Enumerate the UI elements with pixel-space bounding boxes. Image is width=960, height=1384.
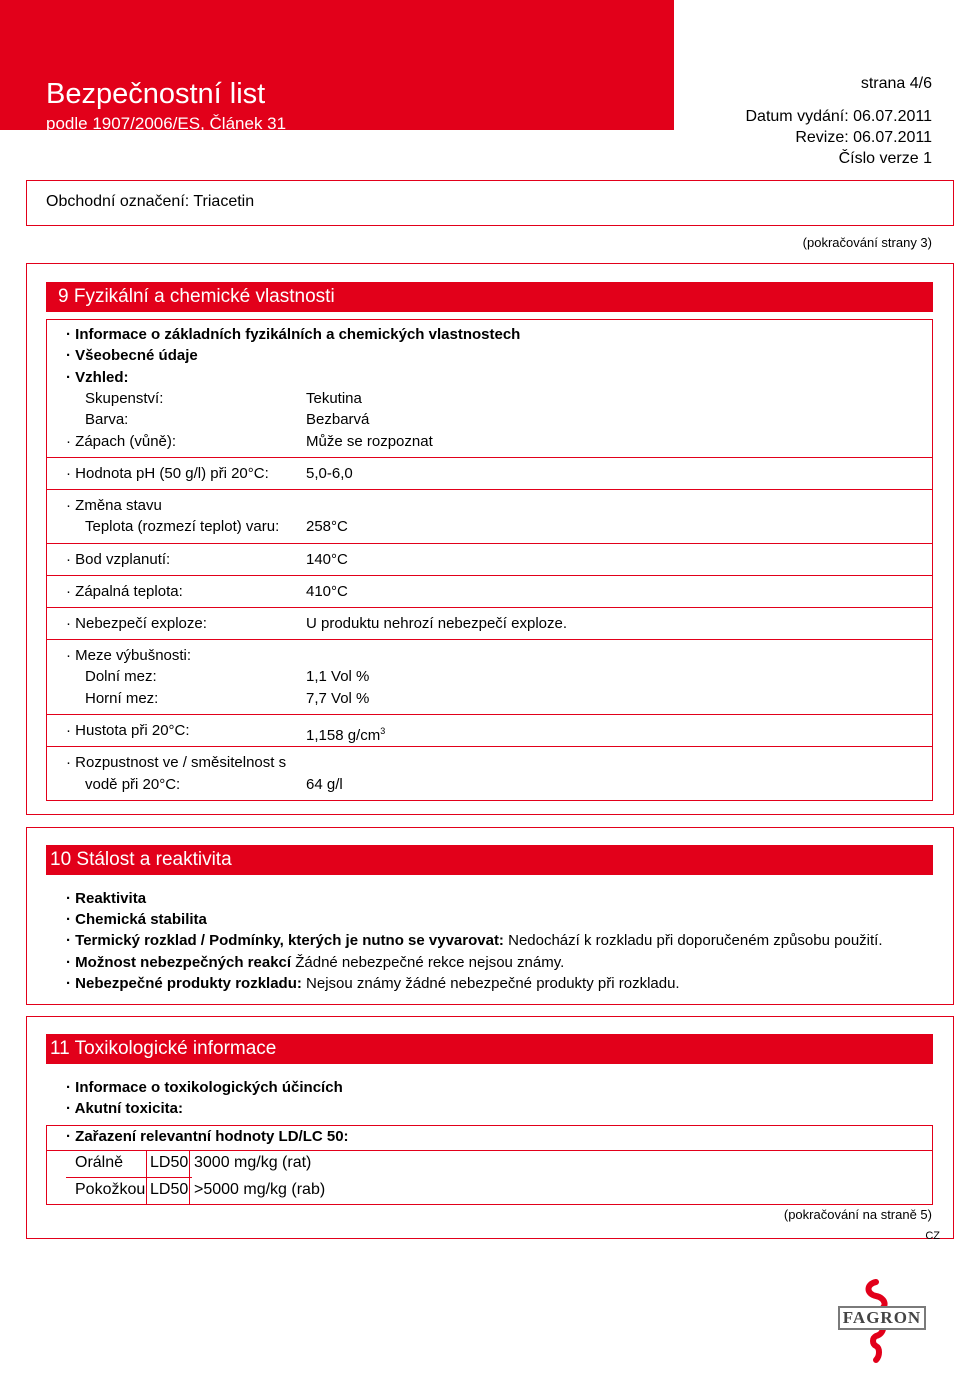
- ph-label: · Hodnota pH (50 g/l) při 20°C:: [66, 465, 269, 482]
- solubility-label-cont: vodě při 20°C:: [85, 776, 181, 793]
- hazardous-reactions-label: · Možnost nebezpečných reakcí: [66, 954, 292, 971]
- color-value: Bezbarvá: [306, 411, 370, 428]
- ld-row-value: 3000 mg/kg (rat): [194, 1154, 312, 1171]
- issue-date: Datum vydání: 06.07.2011: [745, 108, 932, 125]
- section-10-heading: 10 Stálost a reaktivita: [46, 845, 933, 875]
- ld-classification-label: · Zařazení relevantní hodnoty LD/LC 50:: [66, 1128, 349, 1145]
- fagron-logo: [836, 1278, 928, 1364]
- state-label: Skupenství:: [85, 390, 164, 407]
- flash-point-label: · Bod vzplanutí:: [66, 551, 171, 568]
- boiling-value: 258°C: [306, 518, 348, 535]
- explosion-value: U produktu nehrozí nebezpečí exploze.: [306, 615, 567, 632]
- density-superscript: 3: [380, 726, 386, 736]
- flash-point-value: 140°C: [306, 551, 348, 568]
- section-11-heading: 11 Toxikologické informace: [46, 1034, 933, 1064]
- trade-name: Obchodní označení: Triacetin: [46, 193, 255, 210]
- decomposition-products-value: Nejsou známy žádné nebezpečné produkty při rozkladu.: [301, 975, 680, 992]
- ld-table-col: [189, 1150, 190, 1204]
- ld-table-col: [146, 1150, 147, 1204]
- change-of-state-label: · Změna stavu: [66, 497, 162, 514]
- ignition-value: 410°C: [306, 583, 348, 600]
- basic-info-heading: · Informace o základních fyzikálních a chemických vlastnostech: [66, 326, 521, 343]
- boiling-label: Teplota (rozmezí teplot) varu:: [85, 518, 280, 535]
- decomposition-products-label: · Nebezpečné produkty rozkladu:: [66, 975, 302, 992]
- tox-info-label: · Informace o toxikologických účincích: [66, 1079, 343, 1096]
- revision-date: Revize: 06.07.2011: [795, 129, 932, 146]
- row-divider: [46, 489, 933, 490]
- row-divider: [46, 746, 933, 747]
- hazardous-reactions-line: [66, 953, 564, 973]
- row-divider: [46, 714, 933, 715]
- odor-label: · Zápach (vůně):: [66, 433, 177, 450]
- page-number: strana 4/6: [860, 75, 932, 92]
- section-9-heading: 9 Fyzikální a chemické vlastnosti: [46, 282, 933, 312]
- fagron-logo-text: FAGRON: [842, 1308, 922, 1327]
- document-title: Bezpečnostní list: [46, 78, 266, 110]
- lower-limit-value: 1,1 Vol %: [306, 668, 370, 685]
- version-number: Číslo verze 1: [838, 150, 932, 167]
- appearance-label: · Vzhled:: [66, 369, 129, 386]
- document-subtitle: podle 1907/2006/ES, Článek 31: [46, 114, 287, 133]
- odor-value: Může se rozpoznat: [306, 433, 433, 450]
- reactivity-label: · Reaktivita: [66, 890, 147, 907]
- ignition-label: · Zápalná teplota:: [66, 583, 183, 600]
- ld-table-divider: [46, 1150, 933, 1151]
- continued-from: (pokračování strany 3): [802, 235, 932, 250]
- ld-row-route: Pokožkou: [75, 1181, 146, 1198]
- hazardous-reactions-value: Žádné nebezpečné rekce nejsou známy.: [291, 954, 565, 971]
- row-divider: [46, 457, 933, 458]
- ld-row-route: Orálně: [75, 1154, 124, 1171]
- general-info-heading: · Všeobecné údaje: [66, 347, 198, 364]
- color-label: Barva:: [85, 411, 129, 428]
- density-value: [306, 721, 385, 746]
- continued-to: (pokračování na straně 5): [783, 1207, 932, 1222]
- density-label: · Hustota při 20°C:: [66, 722, 190, 739]
- solubility-value: 64 g/l: [306, 776, 343, 793]
- decomposition-products-line: [66, 974, 680, 994]
- explosion-label: · Nebezpečí exploze:: [66, 615, 207, 632]
- acute-toxicity-label: · Akutní toxicita:: [66, 1100, 183, 1117]
- ld-row-type: LD50: [150, 1154, 189, 1171]
- ld-table-divider: [66, 1177, 192, 1178]
- state-value: Tekutina: [306, 390, 362, 407]
- decomposition-value: Nedochází k rozkladu při doporučeném způsobu použití.: [503, 932, 883, 949]
- row-divider: [46, 575, 933, 576]
- ld-row-value: >5000 mg/kg (rab): [194, 1181, 326, 1198]
- row-divider: [46, 607, 933, 608]
- upper-limit-label: Horní mez:: [85, 690, 159, 707]
- row-divider: [46, 639, 933, 640]
- ld-row-type: LD50: [150, 1181, 189, 1198]
- row-divider: [46, 543, 933, 544]
- upper-limit-value: 7,7 Vol %: [306, 690, 370, 707]
- language-code: CZ: [925, 1230, 940, 1242]
- lower-limit-label: Dolní mez:: [85, 668, 157, 685]
- density-number: 1,158 g/cm: [306, 727, 381, 744]
- explosion-limits-label: · Meze výbušnosti:: [66, 647, 192, 664]
- stability-label: · Chemická stabilita: [66, 911, 207, 928]
- solubility-label: · Rozpustnost ve / směsitelnost s: [66, 754, 287, 771]
- decomposition-label: · Termický rozklad / Podmínky, kterých je nutno se vyvarovat:: [66, 932, 504, 949]
- decomposition-line: [66, 931, 883, 951]
- ph-value: 5,0-6,0: [306, 465, 353, 482]
